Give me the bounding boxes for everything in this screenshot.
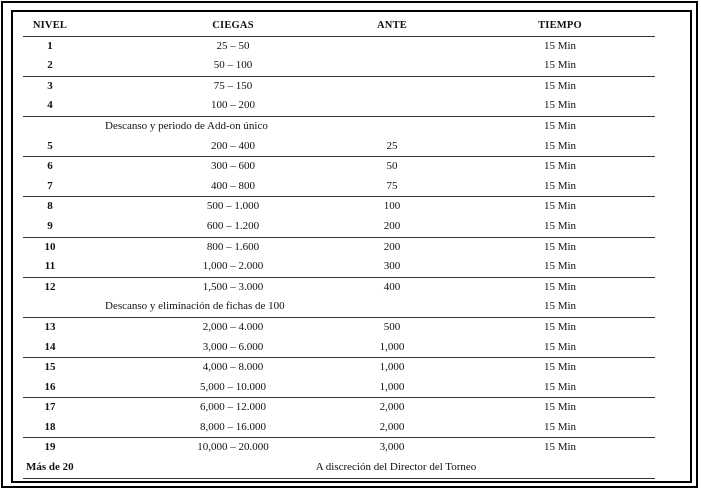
break-row: [23, 117, 655, 137]
table-row: [23, 238, 655, 258]
cell-nivel: 8: [47, 200, 53, 213]
cell-nivel: 15: [44, 361, 56, 374]
cell-ciegas: 3,000 – 6.000: [202, 340, 264, 353]
cell-ciegas: 1,000 – 2.000: [202, 260, 264, 273]
table-row: [23, 157, 655, 177]
cell-ante: 200: [383, 219, 401, 232]
cell-tiempo: 15 Min: [543, 240, 577, 253]
cell-tiempo: 15 Min: [543, 79, 577, 92]
cell-tiempo: 15 Min: [543, 320, 577, 333]
cell-ante: 400: [383, 280, 401, 293]
cell-tiempo: 15 Min: [543, 179, 577, 192]
header-nivel: NIVEL: [32, 20, 68, 31]
cell-nivel: 2: [47, 59, 53, 72]
cell-tiempo: 15 Min: [543, 59, 577, 72]
table-row: [23, 398, 655, 418]
cell-nivel: 6: [47, 160, 53, 173]
cell-tiempo: 15 Min: [543, 380, 577, 393]
table-row: [23, 378, 655, 399]
table-row: [23, 438, 655, 458]
table-row: [23, 338, 655, 359]
cell-nivel: 7: [47, 179, 53, 192]
cell-ante: 100: [383, 200, 401, 213]
header-ciegas: CIEGAS: [212, 20, 254, 31]
table-row: [23, 96, 655, 117]
cell-nivel: 10: [44, 240, 56, 253]
cell-ciegas: 200 – 400: [211, 139, 255, 152]
cell-tiempo: 15 Min: [543, 200, 577, 213]
cell-nivel: 9: [47, 219, 53, 232]
table-row: [23, 197, 655, 217]
cell-ciegas: 1,500 – 3.000: [202, 280, 264, 293]
cell-tiempo: 15 Min: [543, 99, 577, 112]
cell-nivel: 13: [44, 320, 56, 333]
cell-nivel: 3: [47, 79, 53, 92]
cell-ciegas: 25 – 50: [216, 39, 250, 52]
cell-nivel: 18: [44, 420, 56, 433]
cell-nivel: 4: [47, 99, 53, 112]
cell-ante: 300: [383, 260, 401, 273]
cell-ante: 1,000: [379, 340, 405, 353]
cell-nivel: 16: [44, 380, 56, 393]
cell-ciegas: 6,000 – 12.000: [200, 401, 266, 414]
cell-ciegas: 4,000 – 8.000: [202, 361, 264, 374]
cell-tiempo: 15 Min: [543, 219, 577, 232]
break-row: [23, 297, 655, 318]
cell-ante: 500: [383, 320, 401, 333]
cell-tiempo: 15 Min: [543, 280, 577, 293]
cell-ciegas: 600 – 1.200: [206, 219, 260, 232]
cell-ante: 25: [386, 139, 398, 152]
table-row: [23, 77, 655, 97]
break-description: Descanso y periodo de Add-on único: [105, 119, 268, 132]
table-row: [23, 56, 655, 77]
cell-tiempo: 15 Min: [543, 39, 577, 52]
cell-tiempo: 15 Min: [543, 119, 577, 132]
cell-ciegas: 5,000 – 10.000: [200, 380, 266, 393]
cell-ciegas: 75 – 150: [213, 79, 253, 92]
table-row: [23, 318, 655, 338]
cell-tiempo: 15 Min: [543, 401, 577, 414]
break-description: Descanso y eliminación de fichas de 100: [105, 300, 285, 313]
table-row: [23, 257, 655, 278]
final-row: [23, 458, 655, 479]
cell-tiempo: 15 Min: [543, 361, 577, 374]
cell-ante: 2,000: [379, 401, 405, 414]
table-row: [23, 358, 655, 378]
table-row: [23, 217, 655, 238]
cell-ciegas: 2,000 – 4.000: [202, 320, 264, 333]
cell-tiempo: 15 Min: [543, 340, 577, 353]
final-description: A discreción del Director del Torneo: [315, 461, 477, 474]
cell-ciegas: 100 – 200: [211, 99, 255, 112]
table-row: [23, 418, 655, 439]
cell-ciegas: 500 – 1.000: [206, 200, 260, 213]
table-header-row: [23, 16, 655, 37]
cell-tiempo: 15 Min: [543, 139, 577, 152]
cell-tiempo: 15 Min: [543, 160, 577, 173]
cell-ante: 3,000: [379, 441, 405, 454]
cell-ante: 1,000: [379, 361, 405, 374]
table-row: [23, 137, 655, 158]
blind-structure-table: [23, 16, 655, 479]
cell-ciegas: 8,000 – 16.000: [200, 420, 266, 433]
cell-ciegas: 300 – 600: [211, 160, 255, 173]
cell-tiempo: 15 Min: [543, 420, 577, 433]
cell-ciegas: 10,000 – 20.000: [197, 441, 269, 454]
cell-nivel: 5: [47, 139, 53, 152]
cell-ante: 2,000: [379, 420, 405, 433]
cell-tiempo: 15 Min: [543, 260, 577, 273]
cell-ciegas: 800 – 1.600: [206, 240, 260, 253]
cell-tiempo: 15 Min: [543, 441, 577, 454]
cell-nivel: 17: [44, 401, 56, 414]
outer-frame: [1, 1, 698, 488]
cell-tiempo: 15 Min: [543, 300, 577, 313]
final-nivel: Más de 20: [26, 461, 74, 474]
inner-frame: [11, 10, 692, 483]
header-tiempo: TIEMPO: [538, 20, 582, 31]
table-row: [23, 177, 655, 198]
cell-ante: 50: [386, 160, 398, 173]
cell-ciegas: 400 – 800: [211, 179, 255, 192]
cell-ciegas: 50 – 100: [213, 59, 253, 72]
table-row: [23, 37, 655, 57]
cell-nivel: 1: [47, 39, 53, 52]
table-row: [23, 278, 655, 298]
cell-nivel: 19: [44, 441, 56, 454]
cell-nivel: 14: [44, 340, 56, 353]
cell-ante: 1,000: [379, 380, 405, 393]
cell-ante: 75: [386, 179, 398, 192]
header-ante: ANTE: [377, 20, 407, 31]
cell-nivel: 11: [44, 260, 56, 273]
cell-ante: 200: [383, 240, 401, 253]
cell-nivel: 12: [44, 280, 56, 293]
